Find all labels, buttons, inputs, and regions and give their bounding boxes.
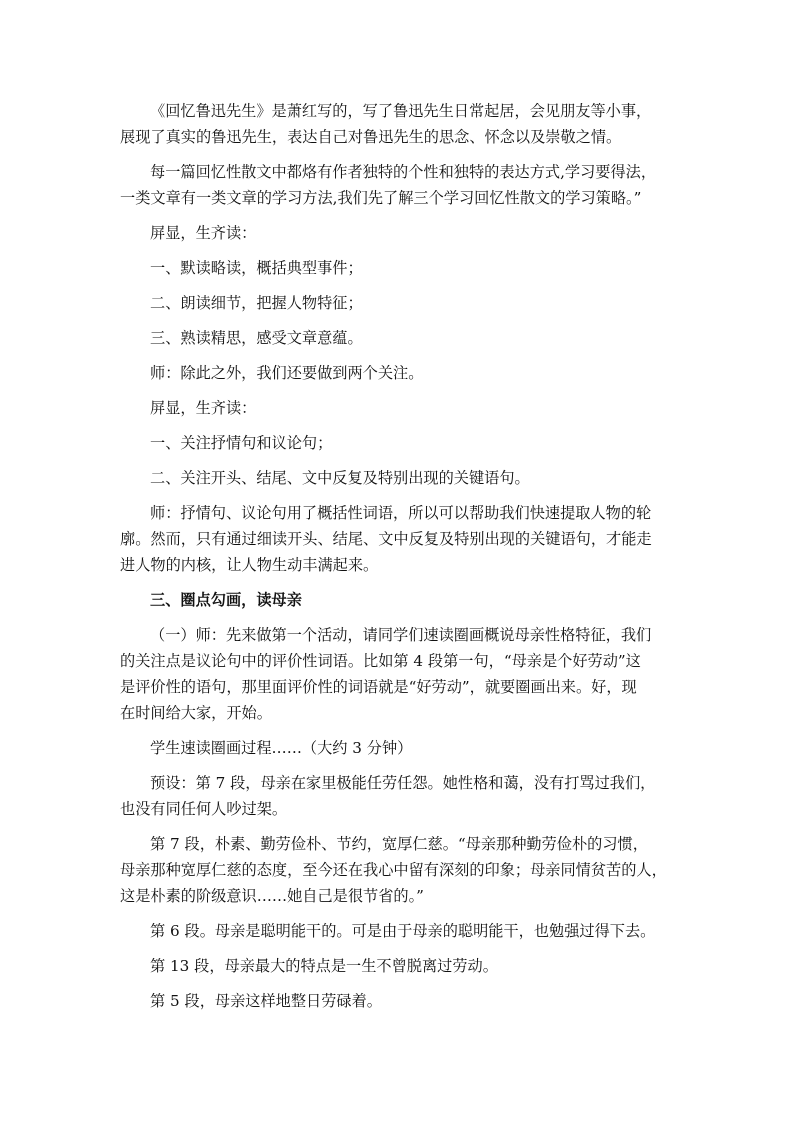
paragraph	[120, 98, 678, 150]
paragraph	[120, 395, 678, 421]
paragraph	[120, 465, 678, 491]
paragraph	[120, 735, 678, 761]
text-line: 第 5 段，母亲这样地整日劳碌着。	[150, 992, 382, 1010]
paragraph	[120, 831, 678, 909]
text-line: 师：抒情句、议论句用了概括性词语，所以可以帮助我们快速提取人物的轮	[150, 504, 652, 522]
paragraph	[120, 430, 678, 456]
paragraph	[120, 360, 678, 386]
text-line: 进人物的内核，让人物生动丰满起来。	[120, 556, 379, 574]
paragraph	[120, 290, 678, 316]
text-line: 这是朴素的阶级意识……她自己是很节省的。”	[120, 887, 424, 905]
text-line: 母亲那种宽厚仁慈的态度，至今还在我心中留有深刻的印象；母亲同情贫苦的人，	[120, 861, 667, 879]
text-line: 展现了真实的鲁迅先生，表达自己对鲁迅先生的思念、怀念以及崇敬之情。	[120, 128, 622, 146]
text-line: 第 7 段，朴素、勤劳俭朴、节约，宽厚仁慈。“母亲那种勤劳俭朴的习惯，	[150, 835, 648, 853]
text-line: 二、关注开头、结尾、文中反复及特别出现的关键语句。	[150, 469, 530, 487]
paragraph	[120, 770, 678, 822]
paragraph	[120, 918, 678, 944]
text-line: 第 6 段。母亲是聪明能干的。可是由于母亲的聪明能干，也勉强过得下去。	[150, 922, 656, 940]
text-line: 二、朗读细节，把握人物特征；	[150, 294, 363, 312]
paragraph	[120, 220, 678, 246]
text-line: 一、默读略读，概括典型事件；	[150, 259, 363, 277]
text-line: 每一篇回忆性散文中都烙有作者独特的个性和独特的表达方式,学习要得法，	[150, 163, 657, 181]
paragraph	[120, 255, 678, 281]
text-line: 一、关注抒情句和议论句；	[150, 434, 333, 452]
text-line: 《回忆鲁迅先生》是萧红写的，写了鲁迅先生日常起居，会见朋友等小事，	[150, 102, 652, 120]
text-line: 三、圈点勾画，读母亲	[150, 591, 302, 609]
text-line: 屏显，生齐读：	[150, 399, 257, 417]
text-line: 学生速读圈画过程……（大约 3 分钟）	[150, 739, 413, 757]
paragraph	[120, 325, 678, 351]
text-line: 的关注点是议论句中的评价性词语。比如第 4 段第一句，“母亲是个好劳动”这	[120, 652, 641, 670]
text-line: 也没有同任何人吵过架。	[120, 800, 288, 818]
document-body	[120, 98, 678, 1014]
paragraph	[120, 622, 678, 726]
text-line: 三、熟读精思，感受文章意蕴。	[150, 329, 363, 347]
paragraph	[120, 159, 678, 211]
text-line: 廓。然而，只有通过细读开头、结尾、文中反复及特别出现的关键语句，才能走	[120, 530, 652, 548]
text-line: （一）师：先来做第一个活动，请同学们速读圈画概说母亲性格特征，我们	[150, 626, 652, 644]
text-line: 师：除此之外，我们还要做到两个关注。	[150, 364, 424, 382]
paragraph	[120, 953, 678, 979]
text-line: 是评价性的语句，那里面评价性的词语就是“好劳动”，就要圈画出来。好，现	[120, 678, 637, 696]
text-line: 屏显，生齐读：	[150, 224, 257, 242]
paragraph	[120, 500, 678, 578]
text-line: 一类文章有一类文章的学习方法,我们先了解三个学习回忆性散文的学习策略。”	[120, 189, 642, 207]
paragraph	[120, 988, 678, 1014]
text-line: 在时间给大家，开始。	[120, 704, 272, 722]
section-heading	[120, 587, 678, 613]
text-line: 第 13 段，母亲最大的特点是一生不曾脱离过劳动。	[150, 957, 498, 975]
text-line: 预设：第 7 段，母亲在家里极能任劳任怨。她性格和蔼，没有打骂过我们，	[150, 774, 656, 792]
